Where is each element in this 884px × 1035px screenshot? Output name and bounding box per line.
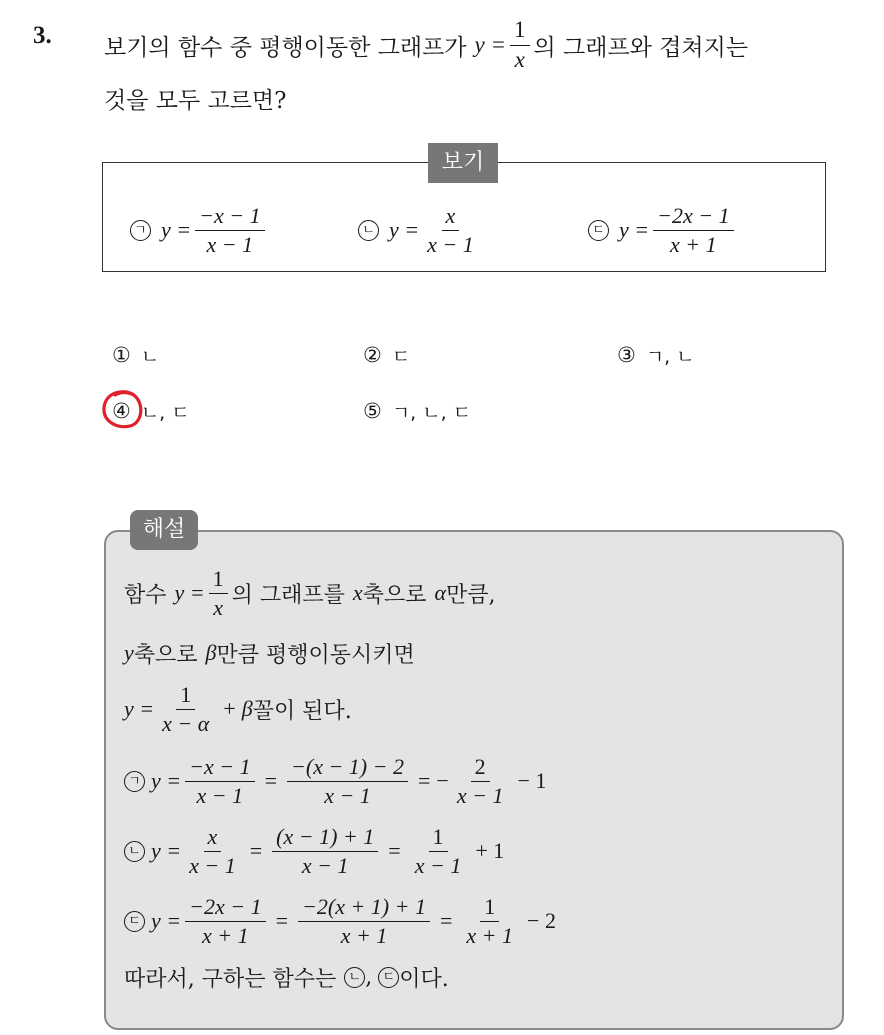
expl-num: −(x − 1) − 2 [287,755,408,781]
expl-den: x − 1 [189,852,236,878]
bogi-num-a: −x − 1 [195,204,264,230]
expl-marker-b: ㄴ [124,841,145,862]
expl-num: 1 [480,895,499,921]
question-frac-den: x [514,46,525,72]
expl-num: 2 [471,755,490,781]
expl-fraction [209,567,228,618]
choice-answer: ㄴ [140,345,160,368]
expl-tail: − 1 [517,768,547,793]
bogi-fraction-b [423,204,478,255]
bogi-marker-b: ㄴ [358,220,379,241]
expl-num: x [204,825,222,851]
expl-frac-den: x − α [162,710,210,736]
question-text-before: 보기의 함수 중 평행이동한 그래프가 [104,34,467,61]
expl-frac-1 [185,825,240,876]
choice-1[interactable] [112,340,159,370]
bogi-item-b [358,195,482,265]
bogi-marker-c: ㄷ [588,220,609,241]
expl-frac-3 [462,895,517,946]
choice-5[interactable] [363,396,471,426]
expl-text: 따라서, 구하는 함수는 [124,966,337,992]
expl-y-eq: y = [174,580,205,605]
expl-marker-b: ㄴ [344,967,365,988]
choice-number: ③ [617,343,636,367]
expl-den: x − 1 [324,782,371,808]
explanation-line-2 [124,636,415,670]
bogi-lhs-c: y = [619,217,650,242]
expl-frac-2 [287,755,408,806]
expl-frac-3 [411,825,466,876]
expl-tail: + 1 [475,838,505,863]
bogi-label: 보기 [428,143,498,183]
question-fraction [510,18,530,71]
expl-beta: β [241,696,253,721]
bogi-item-c [588,195,738,265]
expl-fraction [158,683,213,734]
choice-answer: ㄱ, ㄴ [645,345,695,368]
expl-frac-num: 1 [209,567,228,593]
expl-num: 1 [429,825,448,851]
explanation-eq-c: ㄷ y = $\frac{-2x - 1}{x + 1}$ = $\frac{-2(x + 1) + 1}{x + 1}$ = $\frac{1}{x + 1}$ − 2 [124,888,562,954]
expl-frac-3 [453,755,508,806]
expl-den: x − 1 [414,852,462,878]
expl-sign: − [436,768,449,793]
expl-var-x: x [352,580,363,605]
choice-answer: ㄱ, ㄴ, ㄷ [391,401,472,424]
expl-frac-1 [185,755,254,806]
expl-text: 의 그래프를 [231,582,345,608]
expl-frac-2 [272,825,378,876]
expl-num: −x − 1 [185,755,254,781]
choice-number: ① [112,343,131,367]
expl-sep: , [365,964,373,990]
expl-var-y: y [124,640,134,665]
choice-number: ② [363,343,382,367]
expl-tail: − 2 [527,908,556,933]
explanation-label: 해설 [130,510,198,550]
bogi-lhs-a: y = [161,217,192,242]
question-number: 3. [33,22,52,49]
expl-text: 축으로 [133,642,198,668]
choice-3[interactable] [617,340,695,370]
expl-den: x − 1 [301,852,349,878]
bogi-lhs-b: y = [389,217,420,242]
expl-den: x + 1 [202,922,249,948]
question-frac-num: 1 [510,18,530,45]
explanation-conclusion [124,960,449,994]
bogi-num-c: −2x − 1 [653,204,733,230]
expl-lhs: y = [151,908,182,933]
question-text-line1 [104,16,748,74]
choice-number: ⑤ [363,399,382,423]
explanation-line-1 [124,562,496,624]
expl-lhs: y = [151,838,182,863]
choice-2[interactable] [363,340,410,370]
expl-y-eq: y = [124,696,155,721]
expl-den: x + 1 [340,922,388,948]
bogi-item-a [130,195,269,265]
expl-num: (x − 1) + 1 [272,825,378,851]
choice-answer: ㄴ, ㄷ [140,401,190,424]
expl-text: 만큼, [446,582,496,608]
explanation-eq-b: ㄴ y = $\frac{x}{x - 1}$ = $\frac{(x - 1) + 1}{x - 1}$ = $\frac{1}{x - 1}$ + 1 [124,818,510,884]
expl-num: −2(x + 1) + 1 [298,895,430,921]
question-text-after: 의 그래프와 겹쳐지는 [533,34,749,61]
expl-beta: β [205,640,217,665]
bogi-fraction-c [653,204,733,255]
expl-den: x − 1 [196,782,244,808]
expl-frac-den: x [213,594,224,620]
expl-plus: + [223,696,236,721]
expl-text: 만큼 평행이동시키면 [216,642,415,668]
bogi-den-a: x − 1 [206,231,254,257]
expl-frac-1 [185,895,265,946]
expl-lhs: y = [151,768,182,793]
bogi-den-c: x + 1 [670,231,717,257]
expl-frac-num: 1 [176,683,195,709]
expl-alpha: α [434,580,446,605]
bogi-den-b: x − 1 [427,231,474,257]
expl-den: x + 1 [466,922,514,948]
expl-den: x − 1 [456,782,504,808]
bogi-fraction-a [195,204,264,255]
choice-number: ④ [112,399,131,423]
expl-marker-c: ㄷ [124,911,145,932]
explanation-eq-a: ㄱ y = $\frac{-x - 1}{x - 1}$ = $\frac{-(x - 1) - 2}{x - 1}$ = − $\frac{2}{x - 1}$ − 1 [124,748,552,814]
question-text-line2: 것을 모두 고르면? [104,88,287,114]
expl-text: 꼴이 된다. [252,698,352,724]
explanation-line-3 [124,678,352,740]
question-y-eq: y = [474,32,506,57]
expl-marker-c: ㄷ [378,967,399,988]
bogi-num-b: x [442,204,460,230]
expl-text: 함수 [124,582,167,608]
expl-text: 이다. [399,966,449,992]
answer-circle-mark [100,389,146,431]
expl-frac-2 [298,895,430,946]
expl-num: −2x − 1 [185,895,265,921]
choice-answer: ㄷ [391,345,411,368]
expl-text: 축으로 [362,582,427,608]
expl-marker-a: ㄱ [124,771,145,792]
bogi-marker-a: ㄱ [130,220,151,241]
